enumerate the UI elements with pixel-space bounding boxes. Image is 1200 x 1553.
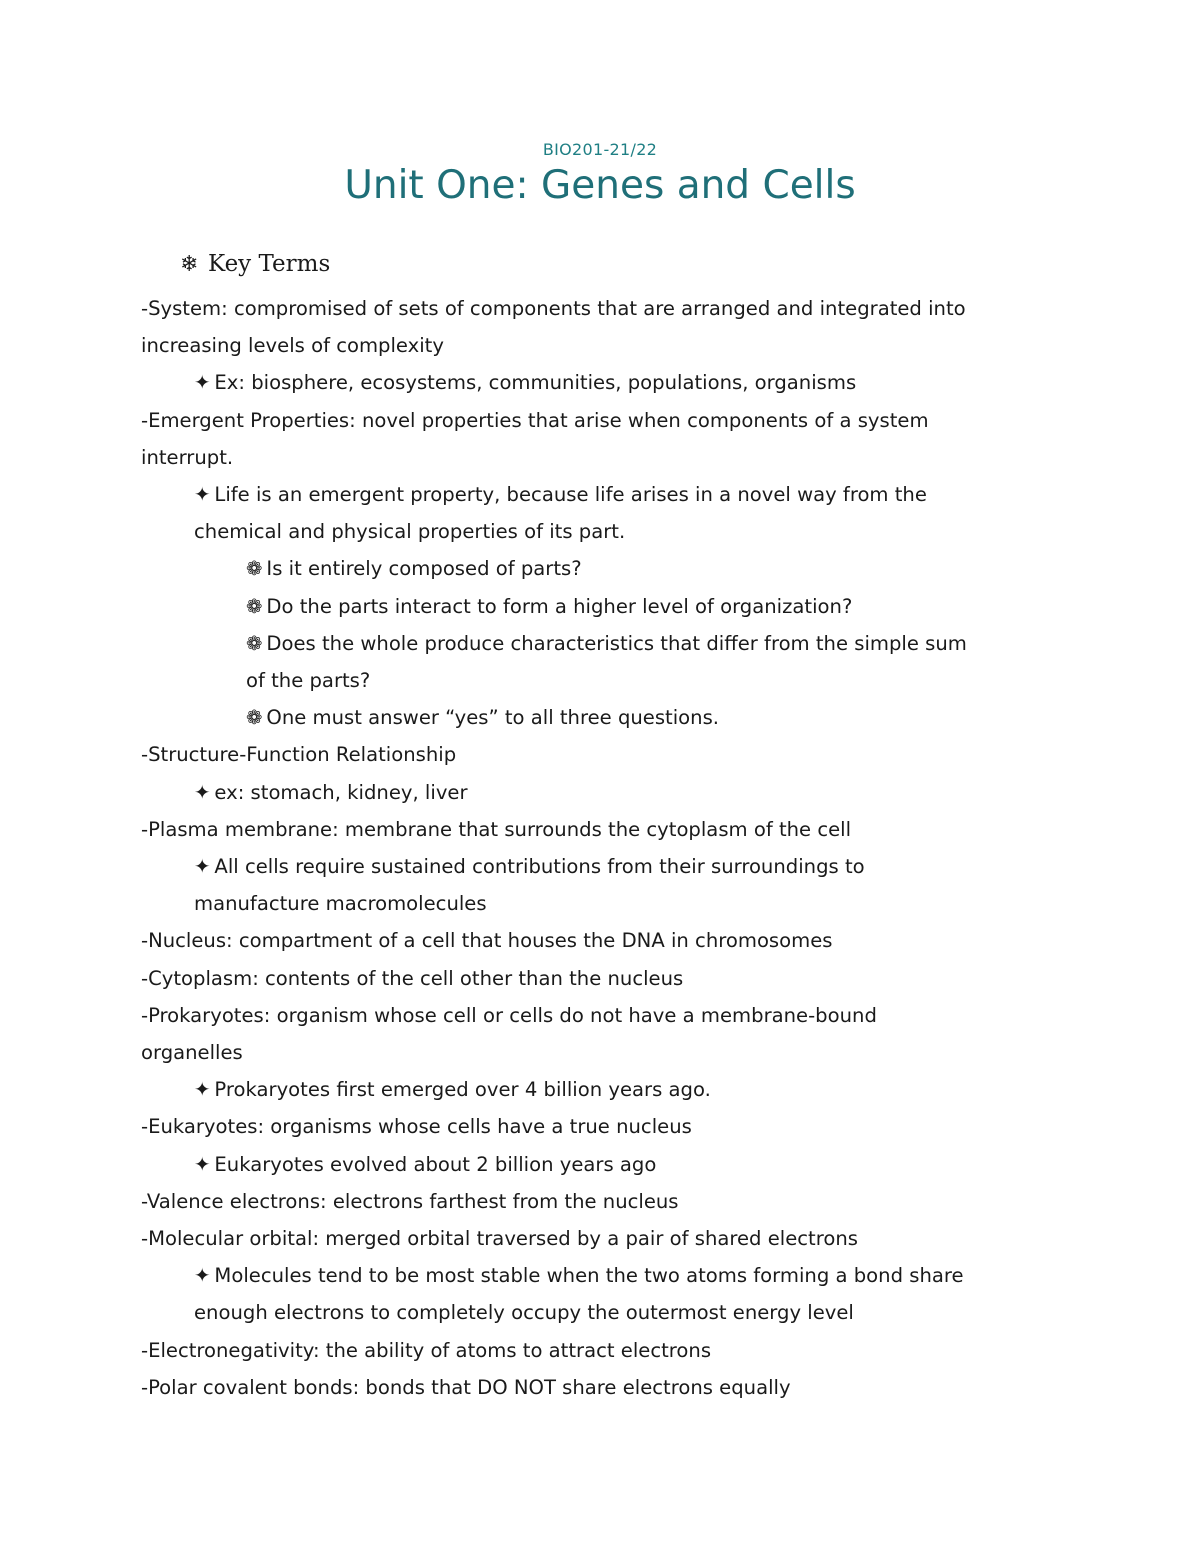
section-title: Key Terms [208, 251, 331, 277]
note-text: -Structure-Function Relationship [141, 743, 457, 767]
note-line [141, 922, 1071, 959]
note-line [141, 662, 1071, 699]
note-line [141, 588, 1071, 625]
note-text: organelles [141, 1041, 243, 1065]
note-line [141, 848, 1071, 885]
note-line [141, 1332, 1071, 1369]
note-text: increasing levels of complexity [141, 334, 444, 358]
note-text: One must answer “yes” to all three questions. [266, 706, 720, 730]
note-line [141, 885, 1071, 922]
note-line [141, 290, 1071, 327]
note-line [141, 997, 1071, 1034]
note-line [141, 774, 1071, 811]
page-title: Unit One: Genes and Cells [344, 163, 856, 208]
note-line [141, 439, 1071, 476]
course-code: BIO201-21/22 [542, 140, 658, 159]
note-line [141, 1071, 1071, 1108]
note-text: -Eukaryotes: organisms whose cells have a true nucleus [141, 1115, 692, 1139]
note-line [141, 364, 1071, 401]
note-text: -Cytoplasm: contents of the cell other than the nucleus [141, 966, 684, 990]
note-text: Prokaryotes first emerged over 4 billion years ago. [214, 1078, 711, 1102]
note-text: chemical and physical properties of its part. [194, 520, 626, 544]
note-text: All cells require sustained contributions from their surroundings to [214, 855, 865, 879]
note-line [141, 699, 1071, 736]
note-text: enough electrons to completely occupy the outermost energy level [194, 1301, 854, 1325]
note-text: Do the parts interact to form a higher level of organization? [266, 594, 853, 618]
note-line [141, 960, 1071, 997]
note-text: interrupt. [141, 445, 234, 469]
flower-bullet-icon: ❁ [246, 631, 263, 655]
four-point-star-icon: ✦ [194, 483, 211, 507]
note-text: -Prokaryotes: organism whose cell or cells do not have a membrane-bound [141, 1003, 877, 1027]
note-text: -Emergent Properties: novel properties that arise when components of a system [141, 408, 929, 432]
note-line [141, 402, 1071, 439]
note-text: Is it entirely composed of parts? [266, 557, 582, 581]
note-line [141, 550, 1071, 587]
note-line [141, 513, 1071, 550]
flower-bullet-icon: ❁ [246, 706, 263, 730]
four-point-star-icon: ✦ [194, 371, 211, 395]
note-text: -Nucleus: compartment of a cell that houses the DNA in chromosomes [141, 929, 833, 953]
four-point-star-icon: ✦ [194, 1078, 211, 1102]
note-text: Ex: biosphere, ecosystems, communities, populations, organisms [214, 371, 857, 395]
note-text: Life is an emergent property, because life arises in a novel way from the [214, 483, 927, 507]
note-line [141, 1108, 1071, 1145]
four-point-star-icon: ✦ [194, 780, 211, 804]
snowflake-icon: ❄ [180, 252, 199, 277]
note-line [141, 811, 1071, 848]
note-text: Eukaryotes evolved about 2 billion years ago [214, 1152, 657, 1176]
four-point-star-icon: ✦ [194, 855, 211, 879]
note-line [141, 1369, 1071, 1406]
note-line [141, 1034, 1071, 1071]
note-text: of the parts? [246, 669, 371, 693]
four-point-star-icon: ✦ [194, 1152, 211, 1176]
note-line [141, 1257, 1071, 1294]
note-text: -System: compromised of sets of components that are arranged and integrated into [141, 297, 966, 320]
note-line [141, 1294, 1071, 1331]
flower-bullet-icon: ❁ [246, 594, 263, 618]
note-text: -Molecular orbital: merged orbital traversed by a pair of shared electrons [141, 1227, 858, 1251]
note-line [141, 736, 1071, 773]
notes-body [141, 290, 1071, 1406]
note-line [141, 327, 1071, 364]
note-line [141, 1220, 1071, 1257]
note-line [141, 476, 1071, 513]
note-line [141, 625, 1071, 662]
note-text: -Polar covalent bonds: bonds that DO NOT share electrons equally [141, 1375, 791, 1399]
note-text: -Valence electrons: electrons farthest from the nucleus [141, 1189, 679, 1213]
section-heading [180, 244, 330, 285]
flower-bullet-icon: ❁ [246, 557, 263, 581]
note-text: manufacture macromolecules [194, 892, 487, 916]
note-text: Does the whole produce characteristics that differ from the simple sum [266, 631, 967, 655]
note-text: Molecules tend to be most stable when the two atoms forming a bond share [214, 1264, 964, 1288]
note-text: -Electronegativity: the ability of atoms to attract electrons [141, 1338, 712, 1362]
note-text: ex: stomach, kidney, liver [214, 780, 468, 804]
note-line [141, 1146, 1071, 1183]
four-point-star-icon: ✦ [194, 1264, 211, 1288]
note-line [141, 1183, 1071, 1220]
note-text: -Plasma membrane: membrane that surrounds the cytoplasm of the cell [141, 817, 852, 841]
